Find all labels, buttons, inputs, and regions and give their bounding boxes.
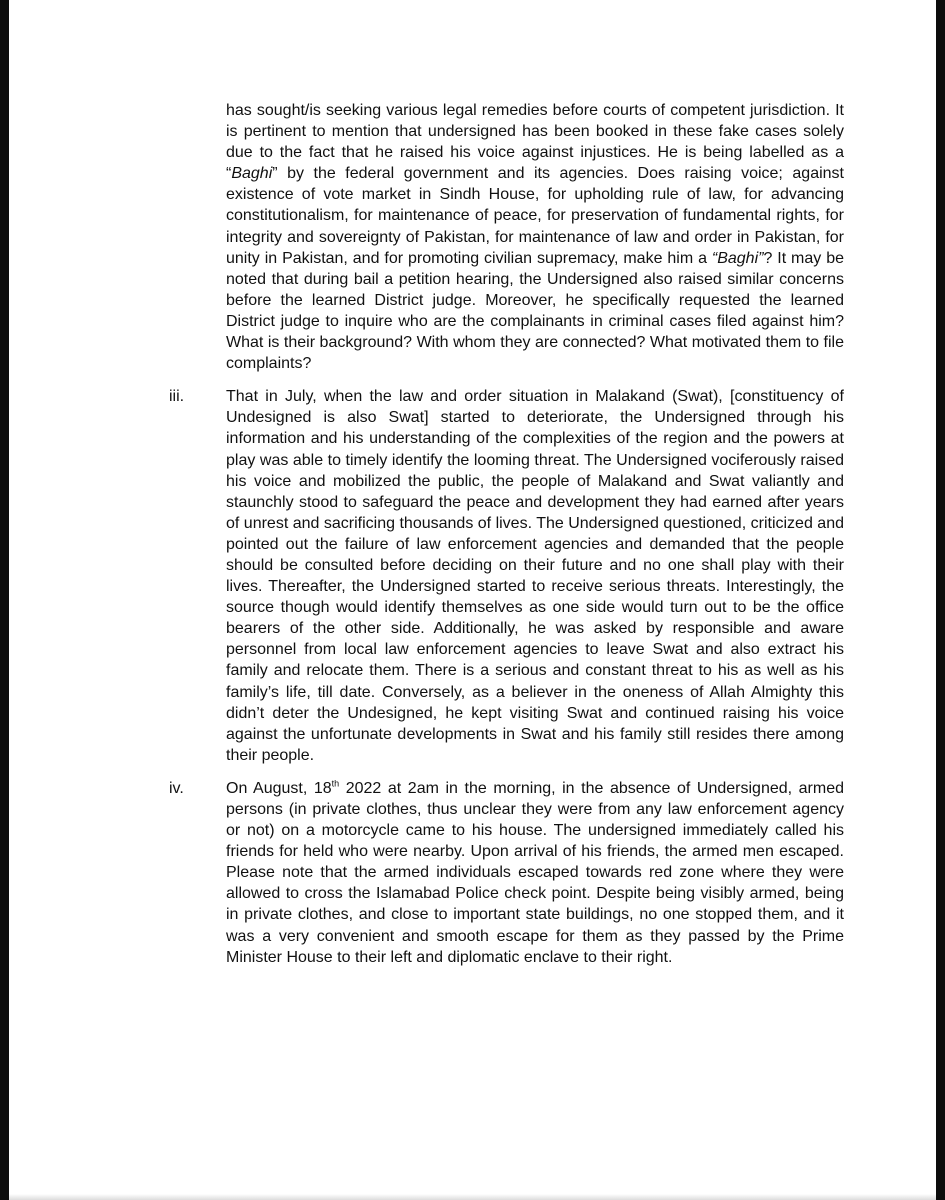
paragraph-iv xyxy=(169,778,845,968)
paragraph-numeral: iii. xyxy=(169,388,185,406)
text-run: ? It may be noted that during bail a petition hearing, the Undersigned also raised similar concerns before the learned District judge. Moreover, he specifically requested the learned District judge to inquire who are the complainants in criminal cases filed against him? What is their background? With whom they are connected? What motivated them to file complaints? xyxy=(226,249,844,373)
text-run: ” by the federal government and its agencies. Does raising voice; against existence of vote market in Sindh House, for upholding rule of law, for advancing constitutionalism, for maintenance of peace, for preservation of fundamental rights, for integrity and sovereignty of Pakistan, for maintenance of law and order in Pakistan, for unity in Pakistan, and for promoting civilian supremacy, make him a xyxy=(226,165,844,267)
italic-text: Baghi xyxy=(231,165,273,183)
page-bottom-shadow xyxy=(9,1194,936,1200)
text-run: 2022 at 2am in the morning, in the absence of Undersigned, armed persons (in private clothes, thus unclear they were from any law enforcement agency or not) on a motorcycle came to his house. The undersigned immediately called his friends for held who were nearby. Upon arrival of his friends, the armed men escaped. Please note that the armed individuals escaped towards red zone where they were allowed to cross the Islamabad Police check point. Despite being visibly armed, being in private clothes, and close to important state buildings, no one stopped them, and it was a very convenient and smooth escape for them as they passed by the Prime Minister House to their left and diplomatic enclave to their right. xyxy=(226,779,845,966)
right-black-border xyxy=(936,0,945,1200)
italic-text: “Baghi” xyxy=(711,249,764,267)
paragraph-text xyxy=(226,102,844,372)
paragraph-iii xyxy=(169,386,844,766)
text-run: On August, 18 xyxy=(226,779,332,797)
text-run: That in July, when the law and order situation in Malakand (Swat), [constituency of Undesigned is also Swat] started to deteriorate, the Undersigned through his information and his understanding of the complexities of the region and the powers at play was able to timely identify the looming threat. The Undersigned vociferously raised his voice and mobilized the public, the people of Malakand and Swat valiantly and staunchly stood to safeguard the peace and development they had earned after years of unrest and sacrificing thousands of lives. The Undersigned questioned, criticized and pointed out the failure of law enforcement agencies and demanded that the people should be consulted before deciding on their future and no one shall play with their lives. Thereafter, the Undersigned started to receive serious threats. Interestingly, the source though would identify themselves as one side would turn out to be the office bearers of the other side. Additionally, he was asked by responsible and aware personnel from local law enforcement agencies to leave Swat and also extract his family and relocate them. There is a serious and constant threat to his as well as his family’s life, till date. Conversely, as a believer in the oneness of Allah Almighty this didn’t deter the Undesigned, he kept visiting Swat and continued raising his voice against the unfortunate developments in Swat and his family still resides there among their people. xyxy=(226,388,844,764)
document-body xyxy=(169,100,845,968)
paragraph-continued xyxy=(226,100,844,374)
paragraph-text xyxy=(226,780,844,966)
left-black-border xyxy=(0,0,9,1200)
text-run: has sought/is seeking various legal remedies before courts of competent jurisdiction. It is pertinent to mention that undersigned has been booked in these fake cases solely due to the fact that he raised his voice against injustices. He is being labelled as a “ xyxy=(226,102,844,183)
paragraph-numeral: iv. xyxy=(169,779,184,797)
superscript-text: th xyxy=(331,778,340,789)
paragraph-text xyxy=(226,388,844,764)
